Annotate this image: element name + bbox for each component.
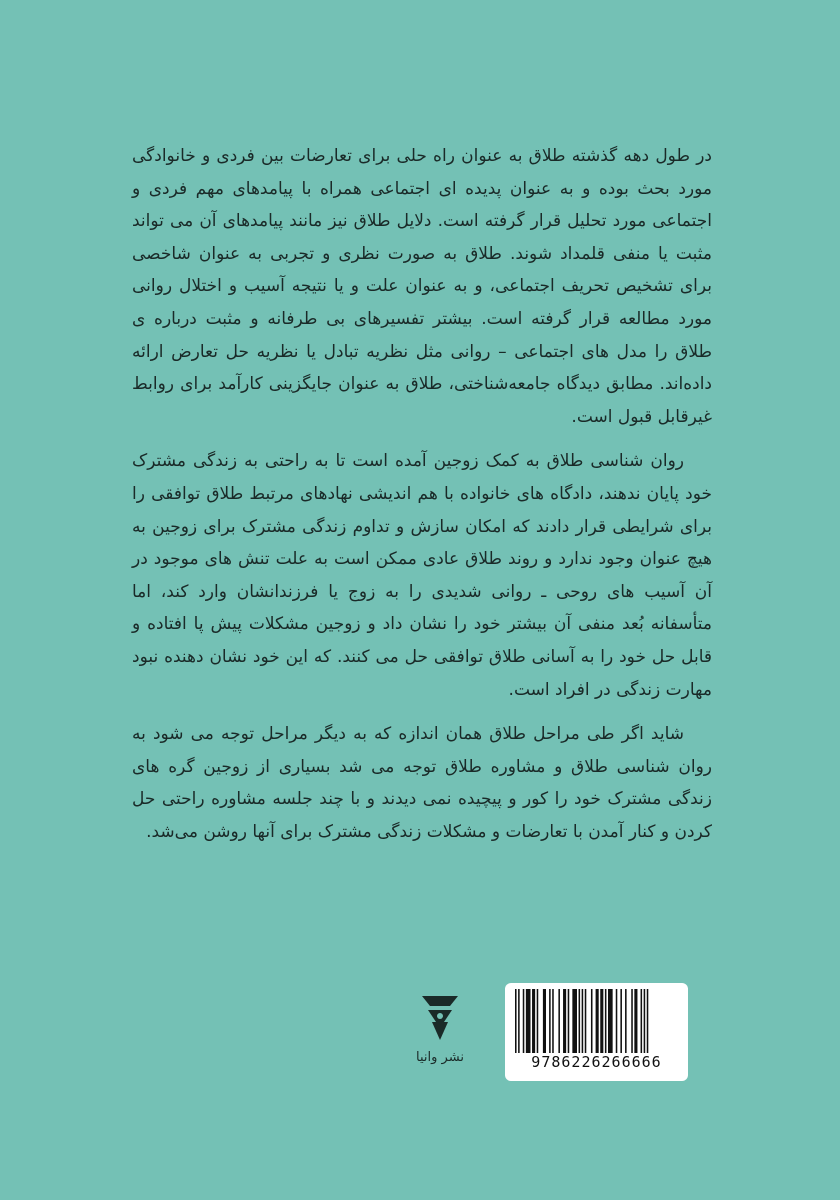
barcode-bar	[600, 989, 603, 1053]
barcode-bar	[568, 989, 570, 1053]
barcode-bar	[523, 989, 525, 1053]
isbn-number: 9786226266666	[531, 1053, 662, 1071]
barcode-bar	[515, 989, 517, 1053]
barcode-bar	[582, 989, 584, 1053]
isbn-barcode	[505, 983, 688, 1081]
barcode-bar	[572, 989, 577, 1053]
barcode-bar	[526, 989, 531, 1053]
back-cover-text	[132, 140, 712, 860]
barcode-bar	[585, 989, 587, 1053]
paragraph-3: شاید اگر طی مراحل طلاق همان اندازه که به دیگر مراحل توجه می شود به روان شناسی طلاق و مشاوره طلاق توجه می شد بسیاری از زوجین گره های زندگی مشترک خود را کور و پیچیده نمی دیدند و با چند جلسه مشاوره راحتی حل کردن و کنار آمدن با تعارضات و مشکلات زندگی مشترک برای آنها روشن می‌شد.	[132, 724, 712, 842]
barcode-bar	[543, 989, 546, 1053]
barcode-bar	[596, 989, 599, 1053]
barcode-bar	[608, 989, 613, 1053]
barcode-bar	[558, 989, 560, 1053]
paragraph-2: روان شناسی طلاق به کمک زوجین آمده است تا به راحتی به زندگی مشترک خود پایان ندهند، دادگاه های خانواده با هم اندیشی نهادهای مرتبط طلاق توافقی را برای شرایطی قرار دادند که امکان سازش و تداوم زندگی مشترک برای زوجین به هیچ عنوان وجود ندارد و روند طلاق عادی ممکن است به علت تنش های موجود در آن آسیب های روحی ـ روانی شدیدی را به زوج یا فرزندانشان وارد کند، اما متأسفانه بُعد منفی آن بیشتر خود را نشان داد و زوجین مشکلات پیش پا افتاده و قابل حل خود را به آسانی طلاق توافقی حل می کنند. که این خود نشان دهنده نبود مهارت زندگی در افراد است.	[132, 451, 712, 700]
barcode-bar	[549, 989, 551, 1053]
barcode-bar	[625, 989, 627, 1053]
paragraph-1: در طول دهه گذشته طلاق به عنوان راه حلی برای تعارضات بین فردی و خانوادگی مورد بحث بوده و به عنوان پدیده ای اجتماعی همراه با پیامدهای مهم فردی و اجتماعی مورد تحلیل قرار گرفته است. دلایل طلاق نیز مانند پیامدهای آن می تواند مثبت یا منفی قلمداد شوند. طلاق به صورت نظری و تجربی به عنوان شاخصی برای تشخیص تحریف اجتماعی، و به عنوان علت و یا نتیجه آسیب و اختلال روانی مورد مطالعه قرار گرفته است. بیشتر تفسیرهای بی طرفانه و مثبت درباره ی طلاق را مدل های اجتماعی – روانی مثل نظریه تبادل یا نظریه حل تعارض ارائه داده‌اند. مطابق دیدگاه جامعه‌شناختی، طلاق به عنوان جایگزینی کارآمد برای روابط غیرقابل قبول است.	[132, 146, 712, 427]
publisher-name: نشر وانیا	[416, 1050, 464, 1065]
barcode-bar	[518, 989, 520, 1053]
barcode-bar	[641, 989, 643, 1053]
barcode-bar	[616, 989, 618, 1053]
barcode-bar	[647, 989, 649, 1053]
barcode-bar	[591, 989, 593, 1053]
barcode-bar	[579, 989, 581, 1053]
barcode-bar	[537, 989, 539, 1053]
barcode-bar	[605, 989, 607, 1053]
publisher-mark	[400, 992, 480, 1082]
barcode-bar	[631, 989, 633, 1053]
barcode-bar	[644, 989, 646, 1053]
barcode-bar	[552, 989, 554, 1053]
barcode-bar	[620, 989, 622, 1053]
barcode-bars	[513, 989, 680, 1053]
barcode-bar	[532, 989, 535, 1053]
barcode-bar	[563, 989, 566, 1053]
barcode-bar	[634, 989, 637, 1053]
publisher-logo-icon	[418, 992, 462, 1044]
